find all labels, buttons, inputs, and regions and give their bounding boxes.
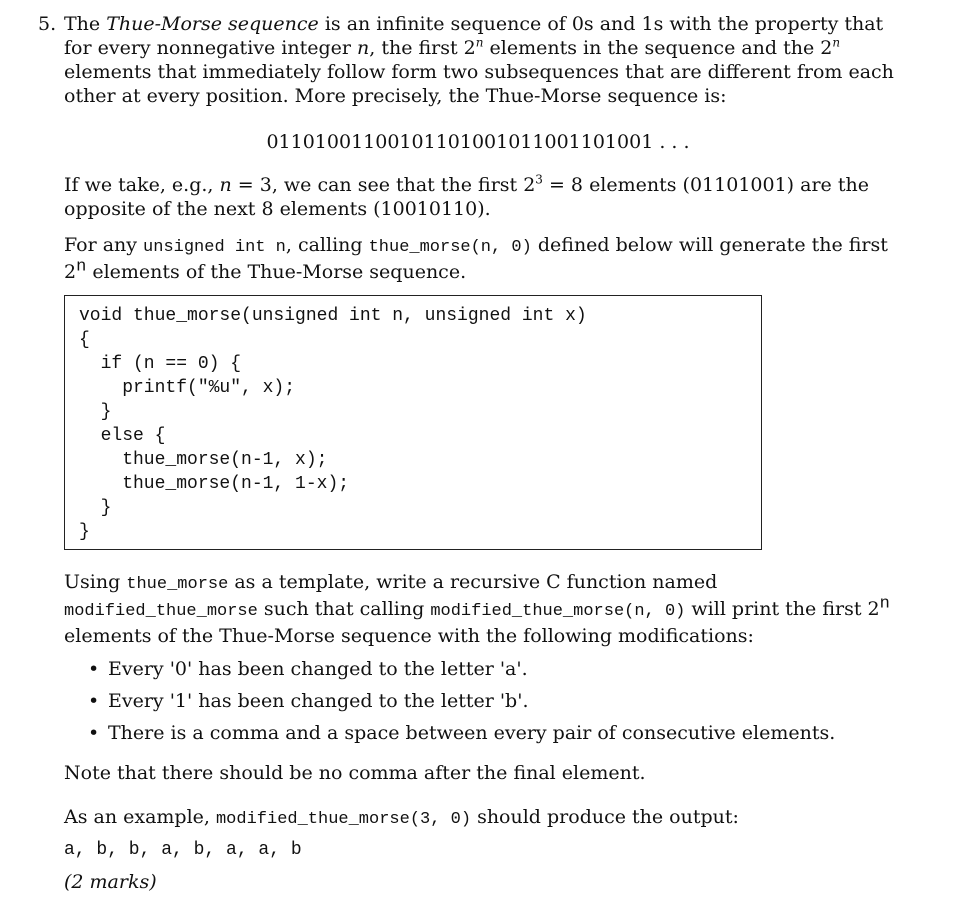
- inline-code: modified_thue_morse(3, 0): [215, 810, 472, 829]
- expected-output: a, b, b, a, b, a, a, b: [64, 840, 302, 860]
- list-item: • Every '0' has been changed to the letter 'a'.: [88, 658, 528, 680]
- bullet-icon: •: [88, 658, 100, 680]
- intro-paragraph: The Thue-Morse sequence is an infinite sequence of 0s and 1s with the property that for every nonnegative integer n, the first 2$^n$ elements in the sequence and the 2$^n$ elements that immediately follow form two subsequences that are different from each other at every position. More precisely, the Thue-Morse sequence is:: [64, 13, 894, 107]
- task-paragraph: Using thue_morse as a template, write a recursive C function named modified_thue_morse such that calling modified_thue_morse(n, 0) will print the first 2$^n$ elements of the Thue-Morse sequence with the following modifications:: [64, 571, 890, 647]
- bullet-icon: •: [88, 690, 100, 712]
- bullet-icon: •: [88, 722, 100, 744]
- question-number: 5.: [38, 13, 57, 35]
- modification-list: [88, 657, 835, 753]
- inline-code: thue_morse(n, 0): [368, 238, 532, 257]
- term-thue-morse: Thue-Morse sequence: [106, 13, 319, 35]
- inline-code: modified_thue_morse(n, 0): [430, 602, 686, 621]
- inline-code: modified_thue_morse: [64, 602, 258, 621]
- code-listing: void thue_morse(unsigned int n, unsigned int x) { if (n == 0) { printf("%u", x); } else { thue_morse(n-1, x); thue_morse(n-1, 1-x); } }: [79, 306, 587, 542]
- code-block: [64, 295, 762, 550]
- marks-label: (2 marks): [64, 871, 157, 893]
- list-item: • Every '1' has been changed to the letter 'b'.: [88, 690, 529, 712]
- note-paragraph: Note that there should be no comma after the final element.: [64, 762, 646, 784]
- inline-code: unsigned int n: [143, 238, 286, 257]
- list-item: • There is a comma and a space between every pair of consecutive elements.: [88, 722, 836, 744]
- usage-paragraph: For any unsigned int n, calling thue_morse(n, 0) defined below will generate the first 2$^n$ elements of the Thue-Morse sequence.: [64, 234, 888, 283]
- inline-code: thue_morse: [126, 575, 229, 594]
- example-paragraph: If we take, e.g., n = 3, we can see that the first $2^3 = 8$ elements (01101001) are the opposite of the next 8 elements (10010110).: [64, 172, 869, 220]
- sequence-display: 01101001100101101001011001101001 . . .: [266, 131, 690, 153]
- output-intro: As an example, modified_thue_morse(3, 0) should produce the output:: [64, 806, 739, 829]
